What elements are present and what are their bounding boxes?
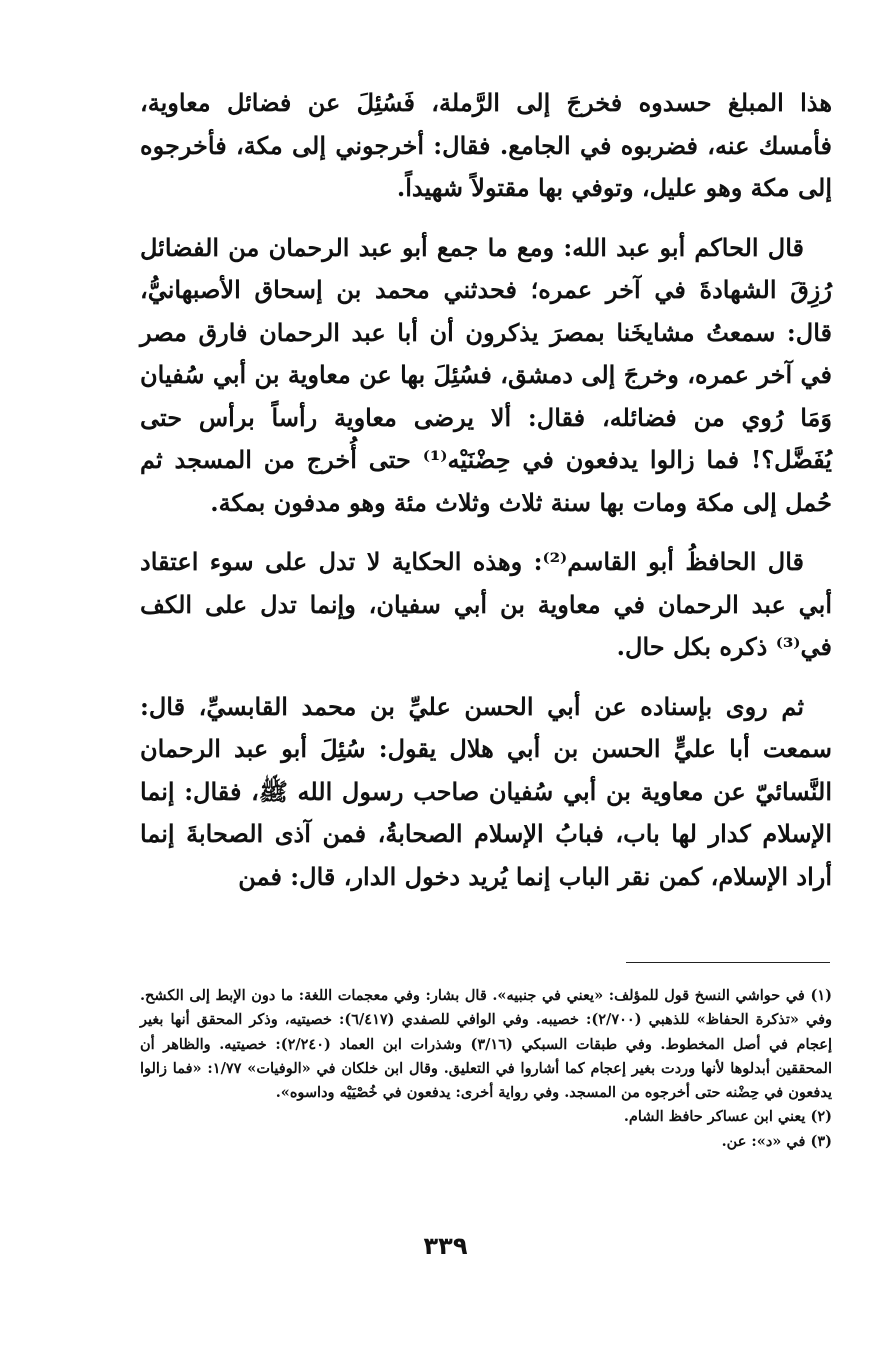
- main-text: [140, 82, 832, 915]
- footnotes: [140, 984, 832, 1154]
- paragraph: هذا المبلغ حسدوه فخرجَ إلى الرَّملة، فَسُئِلَ عن فضائل معاوية، فأمسك عنه، فضربوه في الجامع. فقال: أخرجوني إلى مكة، فأخرجوه إلى مكة وهو عليل، وتوفي بها مقتولاً شهيداً.: [140, 88, 832, 202]
- paragraph: قال الحافظُ أبو القاسم⁽²⁾: وهذه الحكاية لا تدل على سوء اعتقاد أبي عبد الرحمان في معاوية بن أبي سفيان، وإنما تدل على الكف في⁽³⁾ ذكره بكل حال.: [140, 547, 832, 661]
- footnote-divider: [626, 962, 830, 963]
- page-number: ٣٣٩: [423, 1232, 468, 1260]
- footnote: (٣) في «د»: عن.: [721, 1132, 832, 1150]
- footnote: (٢) يعني ابن عساكر حافظ الشام.: [623, 1108, 832, 1126]
- footnote: (١) في حواشي النسخ قول للمؤلف: «يعني في جنبيه». قال بشار: وفي معجمات اللغة: ما دون الإبط إلى الكشح. وفي «تذكرة الحفاظ» للذهبي (٢/٧٠٠): خصيبه. وفي الوافي للصفدي (٦/٤١٧): خصيتيه، وذكر المحقق أنها بغير إعجام في أصل المخطوط. وفي طبقات السبكي (٣/١٦) وشذرات ابن العماد (٢/٢٤٠): خصيتيه. والظاهر أن المحققين أبدلوها لأنها وردت بغير إعجام كما أشاروا في التعليق. وقال ابن خلكان في «الوفيات» ١/٧٧: «فما زالوا يدفعون في حِضْنه حتى أخرجوه من المسجد. وفي رواية أخرى: يدفعون في خُصْيَيْه وداسوه».: [140, 987, 833, 1102]
- paragraph: قال الحاكم أبو عبد الله: ومع ما جمع أبو عبد الرحمان من الفضائل رُزِقَ الشهادةَ في آخر عمره؛ فحدثني محمد بن إسحاق الأصبهانيُّ، قال: سمعتُ مشايخَنا بمصرَ يذكرون أن أبا عبد الرحمان فارق مصر في آخر عمره، وخرجَ إلى دمشق، فسُئِلَ بها عن معاوية بن أبي سُفيان وَمَا رُوي من فضائله، فقال: ألا يرضى معاوية رأساً برأس حتى يُفَضَّل؟! فما زالوا يدفعون في حِضْنَيْه⁽¹⁾ حتى أُخرج من المسجد ثم حُمل إلى مكة ومات بها سنة ثلاث وثلاث مئة وهو مدفون بمكة.: [140, 232, 832, 517]
- paragraph: ثم روى بإسناده عن أبي الحسن عليِّ بن محمد القابسيِّ، قال: سمعت أبا عليٍّ الحسن بن أبي هلال يقول: سُئِلَ أبو عبد الرحمان النَّسائيّ عن معاوية بن أبي سُفيان صاحب رسول الله ﷺ، فقال: إنما الإسلام كدار لها باب، فبابُ الإسلام الصحابةُ، فمن آذى الصحابةَ إنما أراد الإسلام، كمن نقر الباب إنما يُريد دخول الدار، قال: فمن: [140, 691, 833, 891]
